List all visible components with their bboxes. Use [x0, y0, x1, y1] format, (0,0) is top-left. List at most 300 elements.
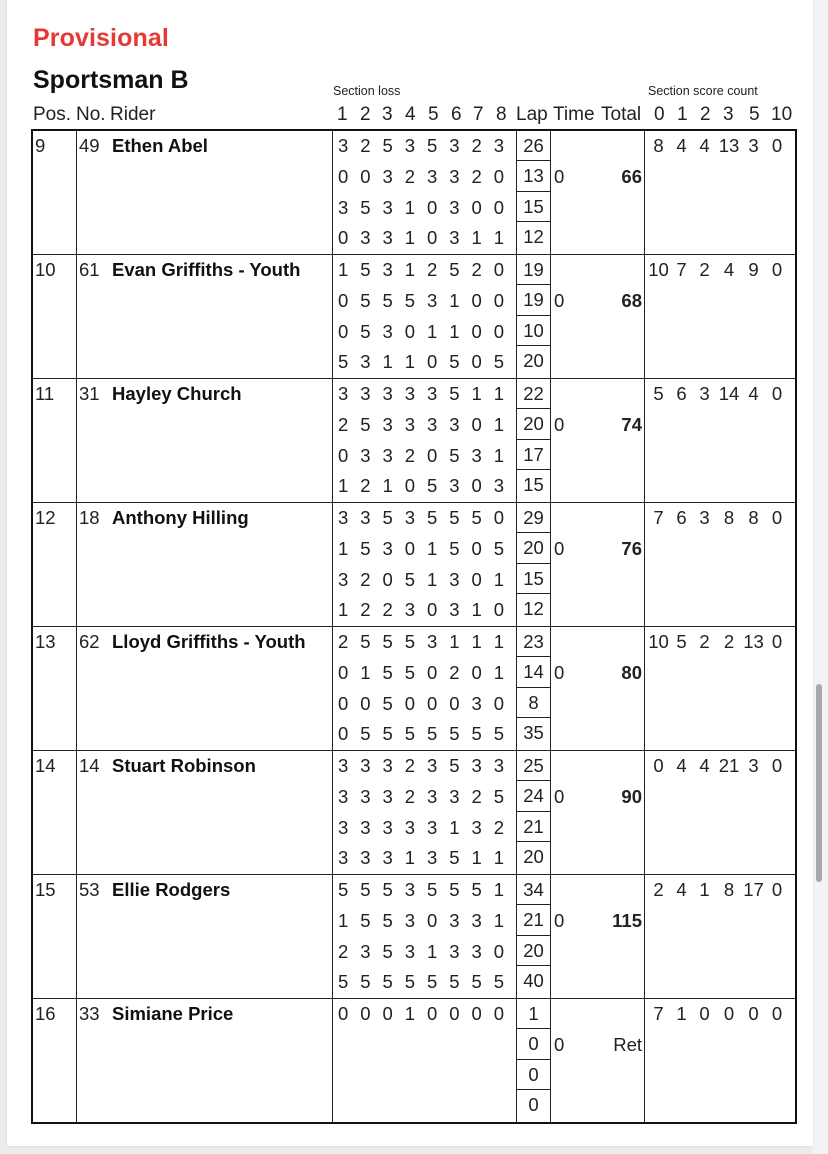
section-score: 2 — [404, 785, 416, 807]
section-score: 1 — [404, 351, 416, 373]
section-score: 1 — [404, 1003, 416, 1024]
section-score: 3 — [382, 165, 393, 187]
section-header-6: 6 — [451, 104, 462, 125]
lap-section-scores — [333, 875, 516, 906]
lap-total: 20 — [523, 349, 544, 371]
rider-row — [32, 627, 796, 751]
lap-total: 21 — [517, 812, 550, 842]
score-count: 3 — [748, 755, 759, 776]
section-score: 5 — [404, 289, 416, 311]
section-score: 5 — [493, 785, 505, 807]
section-score: 5 — [404, 568, 416, 590]
lap-total: 10 — [517, 316, 550, 346]
section-loss-cell — [333, 255, 517, 379]
lap-total: 15 — [523, 473, 544, 495]
section-score: 3 — [360, 785, 371, 807]
section-score: 3 — [449, 135, 460, 156]
rider-cell — [77, 379, 333, 503]
section-score: 5 — [338, 879, 349, 900]
rider-name: Ethen Abel — [112, 135, 208, 156]
time-header: Time — [553, 104, 595, 125]
score-count: 7 — [653, 507, 664, 528]
section-score: 3 — [382, 816, 393, 838]
section-loss-cell — [333, 751, 517, 875]
lap-section-scores — [333, 937, 516, 968]
rider-cell — [77, 999, 333, 1124]
lap-total: 20 — [517, 533, 550, 563]
section-score: 5 — [360, 971, 371, 993]
section-score: 5 — [360, 196, 371, 218]
lap-total: 0 — [517, 1029, 550, 1059]
position-cell — [32, 503, 77, 627]
position: 12 — [35, 507, 56, 528]
rider-header: Rider — [110, 104, 156, 125]
rider-number: 14 — [79, 755, 100, 776]
section-score: 0 — [427, 227, 438, 249]
section-score: 1 — [471, 599, 482, 621]
position-cell — [32, 875, 77, 999]
lap-section-scores — [333, 751, 516, 782]
rider-name: Ellie Rodgers — [112, 879, 231, 900]
section-score: 2 — [471, 785, 482, 807]
position-cell — [32, 130, 77, 255]
section-score: 0 — [471, 351, 482, 373]
section-score: 5 — [360, 879, 371, 900]
score-count: 17 — [743, 879, 764, 900]
section-score: 5 — [360, 259, 371, 280]
lap-section-scores — [333, 719, 516, 750]
section-score: 3 — [360, 847, 371, 869]
section-score: 5 — [449, 507, 460, 528]
lap-section-scores — [333, 906, 516, 937]
section-score: 5 — [360, 723, 371, 745]
section-score: 3 — [404, 383, 416, 404]
section-score: 0 — [427, 661, 438, 683]
score-count: 0 — [699, 1003, 710, 1024]
score-count: 2 — [699, 259, 710, 280]
section-score: 5 — [427, 879, 438, 900]
lap-total: 35 — [523, 721, 544, 743]
time-total-cell — [551, 875, 645, 999]
score-count: 8 — [723, 507, 735, 528]
section-score: 5 — [404, 661, 416, 683]
section-score: 1 — [427, 568, 438, 590]
section-score: 3 — [360, 351, 371, 373]
score-count: 6 — [676, 507, 687, 528]
section-score: 0 — [404, 692, 416, 714]
section-score: 0 — [338, 692, 349, 714]
position-cell — [32, 255, 77, 379]
section-score: 3 — [404, 940, 416, 962]
time-total-cell — [551, 751, 645, 875]
section-score: 1 — [493, 444, 505, 466]
time-value: 0 — [554, 165, 565, 187]
section-score: 0 — [471, 568, 482, 590]
score-category-header: 10 — [771, 104, 793, 125]
score-count: 4 — [676, 135, 687, 156]
section-score: 3 — [382, 537, 393, 559]
rider-row — [32, 255, 796, 379]
score-category-header: 1 — [677, 104, 688, 125]
score-count: 0 — [771, 383, 783, 404]
rider-cell — [77, 875, 333, 999]
lap-total: 19 — [517, 255, 550, 285]
section-score: 5 — [449, 351, 460, 373]
score-count: 4 — [699, 755, 710, 776]
section-score: 5 — [493, 351, 505, 373]
section-score: 1 — [449, 631, 460, 652]
rider-name: Lloyd Griffiths - Youth — [112, 631, 306, 652]
section-score: 5 — [449, 847, 460, 869]
section-score: 3 — [382, 413, 393, 435]
position: 13 — [35, 631, 56, 652]
lap-total: 15 — [517, 564, 550, 594]
lap-section-scores — [333, 595, 516, 626]
score-count-cell — [645, 503, 797, 627]
score-count: 7 — [653, 1003, 664, 1024]
section-score: 1 — [449, 816, 460, 838]
section-score: 3 — [471, 940, 482, 962]
section-score: 5 — [360, 289, 371, 311]
section-score: 1 — [404, 196, 416, 218]
rider-cell — [77, 751, 333, 875]
total-score: 76 — [621, 537, 642, 559]
section-score: 0 — [449, 692, 460, 714]
score-count: 4 — [723, 259, 735, 280]
section-score: 5 — [449, 879, 460, 900]
score-count: 5 — [653, 383, 664, 404]
score-count: 0 — [771, 755, 783, 776]
score-count: 2 — [723, 631, 735, 652]
lap-total: 24 — [517, 781, 550, 811]
section-score: 0 — [360, 165, 371, 187]
lap-section-scores — [333, 1061, 516, 1092]
section-score: 0 — [404, 475, 416, 497]
section-score: 3 — [338, 847, 349, 869]
lap-total: 1 — [517, 999, 550, 1029]
score-count: 3 — [699, 383, 710, 404]
lap-totals-cell — [517, 627, 551, 751]
rider-number: 49 — [79, 135, 100, 156]
section-score: 5 — [382, 909, 393, 931]
lap-total: 26 — [517, 131, 550, 161]
rider-number: 61 — [79, 259, 100, 280]
section-score: 5 — [493, 971, 505, 993]
section-score: 0 — [471, 537, 482, 559]
section-score: 3 — [404, 507, 416, 528]
rider-name: Anthony Hilling — [112, 507, 249, 528]
lap-total: 14 — [517, 657, 550, 687]
section-score: 0 — [493, 320, 505, 342]
score-count: 0 — [771, 507, 783, 528]
section-score: 3 — [382, 320, 393, 342]
section-score: 1 — [427, 940, 438, 962]
lap-section-scores — [333, 999, 516, 1030]
section-score: 3 — [471, 755, 482, 776]
section-loss-cell — [333, 379, 517, 503]
section-score: 0 — [338, 227, 349, 249]
lap-total: 12 — [523, 597, 544, 619]
section-score: 3 — [427, 631, 438, 652]
section-score: 3 — [338, 383, 349, 404]
section-score: 5 — [338, 351, 349, 373]
rider-number: 33 — [79, 1003, 100, 1024]
section-score: 0 — [471, 475, 482, 497]
lap-section-scores — [333, 223, 516, 254]
lap-total: 20 — [523, 845, 544, 867]
time-value: 0 — [554, 413, 565, 435]
section-score: 3 — [427, 847, 438, 869]
section-score: 3 — [338, 755, 349, 776]
time-value: 0 — [554, 909, 565, 931]
section-score: 3 — [471, 909, 482, 931]
section-score: 5 — [449, 259, 460, 280]
section-score: 0 — [493, 599, 505, 621]
lap-section-scores — [333, 782, 516, 813]
rider-name: Evan Griffiths - Youth — [112, 259, 301, 280]
section-score: 2 — [360, 568, 371, 590]
section-header-7: 7 — [473, 104, 484, 125]
lap-total: 17 — [517, 440, 550, 470]
section-score: 0 — [338, 320, 349, 342]
lap-section-scores — [333, 689, 516, 720]
results-table — [31, 129, 797, 1124]
section-score: 1 — [404, 847, 416, 869]
score-count: 3 — [748, 135, 759, 156]
rider-name: Simiane Price — [112, 1003, 234, 1024]
section-score: 1 — [404, 259, 416, 280]
scrollbar-thumb[interactable] — [816, 684, 822, 882]
section-score: 3 — [382, 259, 393, 280]
section-score: 2 — [471, 259, 482, 280]
rider-cell — [77, 130, 333, 255]
section-score: 3 — [427, 165, 438, 187]
section-score: 3 — [382, 444, 393, 466]
section-score: 0 — [471, 413, 482, 435]
position: 9 — [35, 135, 46, 156]
section-score: 2 — [360, 135, 371, 156]
time-value: 0 — [554, 661, 565, 683]
section-header-4: 4 — [405, 104, 416, 125]
section-score: 3 — [449, 568, 460, 590]
section-score: 1 — [427, 537, 438, 559]
section-score: 1 — [338, 599, 349, 621]
total-header: Total — [601, 104, 642, 125]
section-score: 0 — [338, 661, 349, 683]
section-header-3: 3 — [382, 104, 393, 125]
section-score: 0 — [427, 444, 438, 466]
section-header-8: 8 — [496, 104, 507, 125]
section-score: 5 — [382, 631, 393, 652]
section-score: 3 — [338, 568, 349, 590]
score-count-cell — [645, 751, 797, 875]
section-score: 1 — [493, 847, 505, 869]
lap-section-scores — [333, 565, 516, 596]
section-score: 3 — [427, 289, 438, 311]
position: 11 — [35, 383, 55, 404]
score-category-header: 3 — [723, 104, 734, 125]
lap-total: 21 — [517, 905, 550, 935]
position: 16 — [35, 1003, 56, 1024]
lap-total: 34 — [517, 875, 550, 905]
rider-number: 18 — [79, 507, 100, 528]
score-count: 9 — [748, 259, 759, 280]
section-score: 1 — [382, 351, 393, 373]
section-score: 3 — [360, 507, 371, 528]
time-total-cell — [551, 503, 645, 627]
scrollbar-track[interactable] — [813, 0, 828, 1154]
lap-section-scores — [333, 534, 516, 565]
section-score: 5 — [360, 537, 371, 559]
score-count: 0 — [653, 755, 664, 776]
total-score: 74 — [621, 413, 642, 435]
section-score: 3 — [404, 599, 416, 621]
score-count: 1 — [676, 1003, 687, 1024]
lap-total: 8 — [517, 688, 550, 718]
section-score: 5 — [449, 537, 460, 559]
section-score: 1 — [449, 289, 460, 311]
section-score: 1 — [338, 475, 349, 497]
position: 10 — [35, 259, 56, 280]
lap-section-scores — [333, 347, 516, 378]
rider-cell — [77, 503, 333, 627]
section-score: 2 — [382, 599, 393, 621]
section-score: 0 — [471, 1003, 482, 1024]
section-score: 0 — [382, 568, 393, 590]
section-score: 5 — [449, 723, 460, 745]
section-score: 0 — [338, 444, 349, 466]
section-score: 0 — [427, 692, 438, 714]
score-count: 8 — [653, 135, 664, 156]
lap-total: 0 — [517, 1060, 550, 1090]
section-score: 0 — [493, 259, 505, 280]
section-score: 3 — [449, 785, 460, 807]
section-score: 5 — [404, 971, 416, 993]
rider-row — [32, 503, 796, 627]
section-score: 3 — [449, 227, 460, 249]
score-count: 21 — [718, 755, 740, 776]
section-score: 0 — [471, 320, 482, 342]
section-score-count-label: Section score count — [648, 84, 758, 98]
section-score: 5 — [382, 940, 393, 962]
section-score: 0 — [449, 1003, 460, 1024]
lap-total: 29 — [517, 503, 550, 533]
section-score: 3 — [427, 816, 438, 838]
section-score: 2 — [427, 259, 438, 280]
rider-name: Stuart Robinson — [112, 755, 256, 776]
section-score: 1 — [493, 879, 505, 900]
rider-number: 31 — [79, 383, 100, 404]
section-loss-cell — [333, 875, 517, 999]
section-score: 0 — [493, 940, 505, 962]
section-score: 5 — [427, 507, 438, 528]
rider-row — [32, 751, 796, 875]
section-score: 5 — [360, 631, 371, 652]
section-score: 0 — [338, 289, 349, 311]
total-score: 66 — [621, 165, 642, 187]
score-count: 10 — [648, 631, 669, 652]
section-loss-cell — [333, 130, 517, 255]
score-category-header: 0 — [654, 104, 665, 125]
score-count: 14 — [718, 383, 740, 404]
time-total-cell — [551, 379, 645, 503]
section-header-1: 1 — [337, 104, 348, 125]
section-score: 2 — [404, 755, 416, 776]
score-count-cell — [645, 379, 797, 503]
section-score: 1 — [471, 227, 482, 249]
section-score: 1 — [493, 631, 505, 652]
section-score: 5 — [404, 723, 416, 745]
section-score: 0 — [382, 1003, 393, 1024]
lap-totals-cell — [517, 751, 551, 875]
lap-totals-cell — [517, 255, 551, 379]
score-count-cell — [645, 627, 797, 751]
section-score: 3 — [471, 816, 482, 838]
section-loss-label: Section loss — [333, 84, 401, 98]
score-count: 10 — [648, 259, 669, 280]
section-score: 0 — [471, 289, 482, 311]
section-score: 0 — [404, 537, 416, 559]
section-score: 2 — [338, 631, 349, 652]
section-score: 5 — [382, 971, 393, 993]
section-score: 0 — [338, 165, 349, 187]
time-total-cell — [551, 130, 645, 255]
time-value: 0 — [554, 289, 565, 311]
section-score: 2 — [471, 165, 482, 187]
section-score: 3 — [360, 444, 371, 466]
section-score: 3 — [493, 475, 505, 497]
section-score: 1 — [338, 909, 349, 931]
section-score: 3 — [493, 135, 505, 156]
lap-total: 13 — [517, 161, 550, 191]
section-score: 2 — [338, 413, 349, 435]
class-title: Sportsman B — [33, 66, 189, 94]
section-score: 0 — [360, 692, 371, 714]
section-score: 3 — [427, 383, 438, 404]
lap-section-scores — [333, 317, 516, 348]
lap-totals-cell — [517, 999, 551, 1124]
section-score: 3 — [449, 940, 460, 962]
total-score: 68 — [621, 289, 642, 311]
section-score: 2 — [471, 135, 482, 156]
section-score: 3 — [404, 413, 416, 435]
lap-section-scores — [333, 658, 516, 689]
section-score: 5 — [382, 289, 393, 311]
section-score: 1 — [471, 383, 482, 404]
score-count: 6 — [676, 383, 687, 404]
lap-section-scores — [333, 1030, 516, 1061]
section-score: 0 — [493, 1003, 505, 1024]
section-score: 5 — [427, 475, 438, 497]
section-score: 0 — [338, 723, 349, 745]
section-score: 5 — [382, 507, 393, 528]
score-category-header: 5 — [749, 104, 760, 125]
section-score: 2 — [338, 940, 349, 962]
lap-section-scores — [333, 1091, 516, 1122]
position: 14 — [35, 755, 56, 776]
section-score: 3 — [382, 196, 393, 218]
section-score: 3 — [338, 785, 349, 807]
section-score: 2 — [449, 661, 460, 683]
score-count: 1 — [699, 879, 710, 900]
time-value: 0 — [554, 537, 565, 559]
section-score: 0 — [427, 1003, 438, 1024]
position-cell — [32, 751, 77, 875]
section-score: 5 — [471, 507, 482, 528]
score-count: 0 — [771, 135, 783, 156]
score-count: 8 — [748, 507, 759, 528]
lap-total: 15 — [517, 192, 550, 222]
